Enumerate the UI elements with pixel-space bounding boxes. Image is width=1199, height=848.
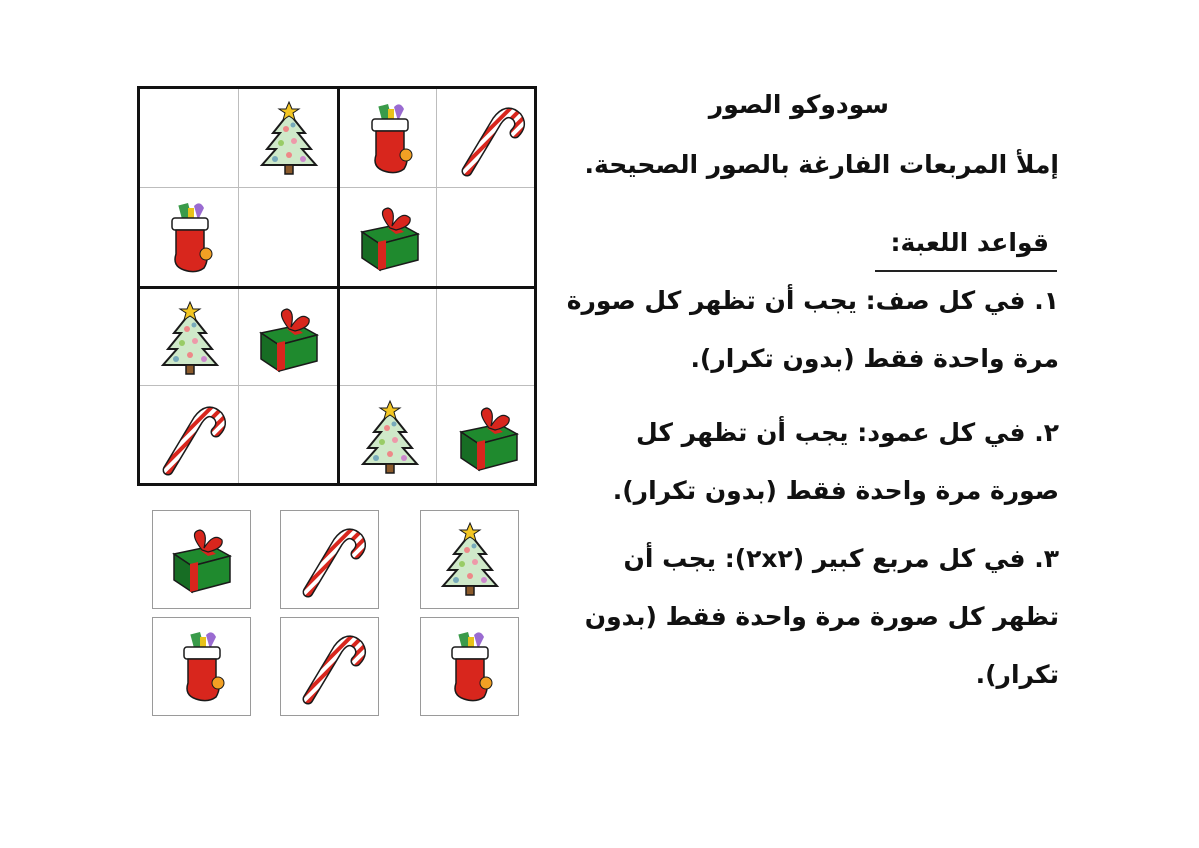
candy-cane-icon [449,99,529,179]
christmas-tree-icon [249,99,329,179]
empty-cell[interactable] [140,89,239,188]
picture-piece[interactable] [152,510,251,609]
picture-piece[interactable] [420,617,519,716]
filled-cell [439,388,538,487]
filled-cell [340,388,439,487]
candy-cane-icon [290,627,370,707]
empty-cell[interactable] [239,388,338,487]
christmas-tree-icon [350,398,430,478]
stocking-icon [150,198,230,278]
picture-piece[interactable] [280,617,379,716]
filled-cell [140,388,239,487]
empty-cell[interactable] [340,289,439,388]
empty-cell[interactable] [439,289,538,388]
filled-cell [140,188,239,287]
empty-cell[interactable] [239,188,338,287]
christmas-tree-icon [150,299,230,379]
filled-cell [239,89,338,188]
christmas-tree-icon [430,520,510,600]
rule-box: ٣. في كل مربع كبير (٢x٢): يجب أن تظهر كل صورة مرة واحدة فقط (بدون تكرار). [584,544,1059,689]
picture-piece[interactable] [420,510,519,609]
gift-box-icon [449,398,529,478]
empty-cell[interactable] [439,188,538,287]
filled-cell [140,289,239,388]
candy-cane-icon [150,398,230,478]
gift-box-icon [162,520,242,600]
stocking-icon [430,627,510,707]
filled-cell [239,289,338,388]
gift-box-icon [350,198,430,278]
page-title: سودوكو الصور [708,90,889,119]
rules-heading: قواعد اللعبة: [890,228,1049,257]
picture-piece[interactable] [280,510,379,609]
picture-piece[interactable] [152,617,251,716]
gift-box-icon [249,299,329,379]
sudoku-grid [137,86,537,486]
filled-cell [439,89,538,188]
instruction-text: إملأ المربعات الفارغة بالصور الصحيحة. [584,150,1059,179]
stocking-icon [350,99,430,179]
filled-cell [340,188,439,287]
filled-cell [340,89,439,188]
candy-cane-icon [290,520,370,600]
rule-column: ٢. في كل عمود: يجب أن تظهر كل صورة مرة واحدة فقط (بدون تكرار). [612,418,1059,505]
stocking-icon [162,627,242,707]
rule-row: ١. في كل صف: يجب أن تظهر كل صورة مرة واحدة فقط (بدون تكرار). [566,286,1059,373]
